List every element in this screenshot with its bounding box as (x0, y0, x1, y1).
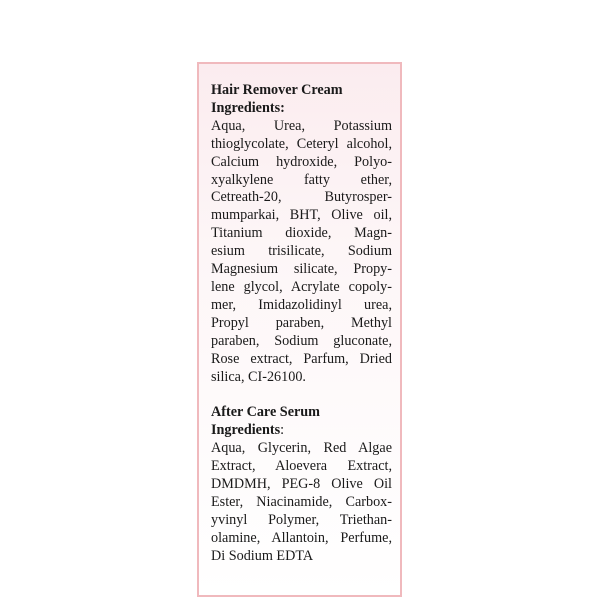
ingredient-line: Titanium dioxide, Magn- (211, 225, 392, 242)
section-heading-row (211, 422, 392, 440)
ingredient-line: Magnesium silicate, Propy- (211, 261, 392, 278)
section-title: Hair Remover Cream (211, 82, 343, 98)
ingredient-line: paraben, Sodium gluconate, (211, 332, 392, 349)
ingredient-line: Aqua, Glycerin, Red Algae (211, 440, 392, 457)
ingredient-line: Extract, Aloevera Extract, (211, 458, 392, 475)
ingredient-line: Rose extract, Parfum, Dried (211, 350, 392, 367)
ingredient-line: lene glycol, Acrylate copoly- (211, 278, 392, 295)
ingredient-line: Ester, Niacinamide, Carbox- (211, 493, 392, 510)
after-care-serum-section (211, 404, 392, 565)
ingredient-line: DMDMH, PEG-8 Olive Oil (211, 476, 392, 493)
ingredient-list (211, 118, 392, 387)
ingredient-list (211, 440, 392, 565)
ingredient-line: Di Sodium EDTA (211, 547, 314, 564)
ingredient-line: mumparkai, BHT, Olive oil, (211, 207, 392, 224)
ingredient-line: Cetreath-20, Butyrosper- (211, 189, 392, 206)
section-heading: Ingredients (211, 422, 281, 439)
hair-remover-section (211, 82, 392, 386)
ingredients-label-panel (197, 62, 402, 597)
ingredient-line: yvinyl Polymer, Triethan- (211, 511, 392, 528)
ingredient-line: Calcium hydroxide, Polyo- (211, 153, 392, 170)
ingredient-line: xyalkylene fatty ether, (211, 171, 392, 188)
section-heading-colon: : (280, 422, 285, 439)
ingredient-line: esium trisilicate, Sodium (211, 243, 392, 260)
ingredient-line: silica, CI-26100. (211, 368, 306, 385)
ingredients-text-block (211, 82, 392, 566)
ingredient-line: Propyl paraben, Methyl (211, 314, 392, 331)
section-heading: Ingredients: (211, 99, 285, 116)
ingredient-line: thioglycolate, Ceteryl alcohol, (211, 135, 392, 152)
ingredient-line: olamine, Allantoin, Perfume, (211, 529, 392, 546)
section-title: After Care Serum (211, 404, 320, 421)
ingredient-line: mer, Imidazolidinyl urea, (211, 296, 392, 313)
ingredient-line: Aqua, Urea, Potassium (211, 117, 392, 134)
